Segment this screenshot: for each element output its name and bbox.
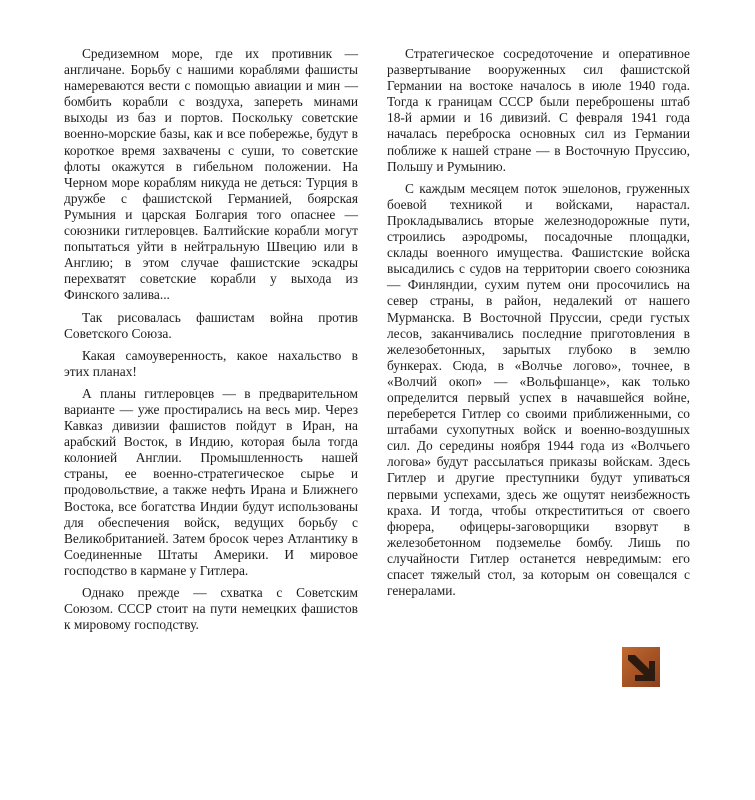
paragraph: Стратегическое сосредоточение и оперативное развертывание вооруженных сил фашистской Германии на востоке началось в июле 1940 года. Тогда к границам СССР были переброшены штаб 18-й армии и 16 дивизий. С февраля 1941 года началась переброска основных сил из Германии поближе к нашей стране — в Восточную Пруссию, Польшу и Румынию. xyxy=(387,46,690,174)
arrow-down-right-icon[interactable] xyxy=(622,647,660,687)
right-column xyxy=(387,46,690,605)
paragraph: Однако прежде — схватка с Советским Союзом. СССР стоит на пути немецких фашистов к мировому господству. xyxy=(64,585,358,633)
paragraph: С каждым месяцем поток эшелонов, груженных боевой техникой и войсками, нарастал. Прокладывались вторые железнодорожные пути, строились аэродромы, посадочные площадки, склады военного имущества. Фашистские войска высадились с судов на территории своего союзника — Финляндии, сухим путем они просочились на север страны, в район, недалекий от нашего Мурманска. В Восточной Пруссии, среди густых лесов, заканчивались последние приготовления в железобетонных, зарытых глубоко в землю бункерах. Сюда, в «Волчье логово», точнее, в «Волчий окоп» — «Вольфшанце», как только определится первый успех в начавшейся войне, переберется Гитлер со своими приближенными, со штабами сухопутных войск и военно-воздушных сил. До середины ноября 1944 года из «Волчьего логова» будут рассылаться приказы войскам. Здесь Гитлер и другие преступники будут упиваться первыми успехами, здесь же ощутят неизбежность краха. И тогда, чтобы открестититься от своего фюрера, офицеры-заговорщики взорвут в железобетонном подземелье бомбу. Лишь по случайности Гитлер останется невредимым: его спасет тяжелый стол, за которым он совещался с генералами. xyxy=(387,180,690,599)
paragraph: Так рисовалась фашистам война против Советского Союза. xyxy=(64,309,358,341)
left-column xyxy=(64,46,358,639)
paragraph: А планы гитлеровцев — в предварительном варианте — уже простирались на весь мир. Через Кавказ дивизии фашистов пойдут в Иран, на арабский Восток, в Индию, которая была тогда колонией Англии. Промышленность нашей страны, ее военно-стратегическое сырье и продовольствие, а также нефть Ирана и Ближнего Востока, все богатства Индии будут использованы для обеспечения войск, ведущих борьбу с Великобританией. Затем бросок через Атлантику в Соединенные Штаты Америки. И мировое господство в кармане у Гитлера. xyxy=(64,385,358,578)
paragraph: Средиземном море, где их противник — англичане. Борьбу с нашими кораблями фашисты намереваются вести с помощью авиации и мин — бомбить корабли с воздуха, запереть минами выходы из баз и портов. Поскольку советские военно-морские базы, как и все побережье, будут в короткое время захвачены с суши, то советские флоты окажутся в гибельном положении. На Черном море кораблям никуда не деться: Турция в дружбе с фашистской Германией, боярская Румыния и царская Болгария того опаснее — союзники гитлеровцев. Балтийские корабли могут попытаться уйти в нейтральную Швецию или в Англию; в этом случае фашистские эскадры перехватят советские корабли у выхода из Финского залива... xyxy=(64,46,358,303)
paragraph: Какая самоуверенность, какое нахальство в этих планах! xyxy=(64,347,358,379)
